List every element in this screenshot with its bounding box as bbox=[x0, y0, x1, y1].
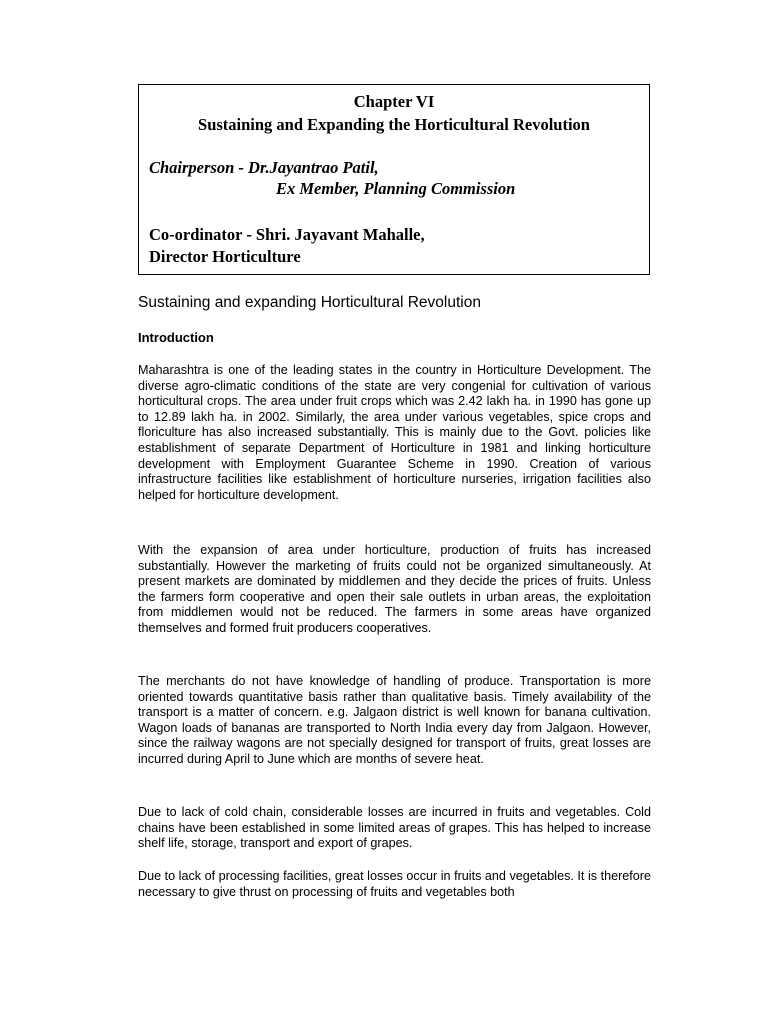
coordinator-role: Director Horticulture bbox=[149, 247, 301, 266]
coordinator-name: Co-ordinator - Shri. Jayavant Mahalle, bbox=[149, 225, 425, 244]
chairperson-role: Ex Member, Planning Commission bbox=[276, 179, 516, 198]
chapter-title: Sustaining and Expanding the Horticultural Revolution bbox=[198, 115, 590, 134]
chapter-header-box bbox=[138, 84, 650, 275]
introduction-heading: Introduction bbox=[138, 330, 214, 345]
paragraph-1: Maharashtra is one of the leading states in the country in Horticulture Development. The diverse agro-climatic conditions of the state are very congenial for cultivation of various horticultural crops. The area under fruit crops which was 2.42 lakh ha. in 1990 has gone up to 12.89 lakh ha. in 2002. Similarly, the area under various vegetables, spice crops and floriculture has also increased substantially. This is mainly due to the Govt. policies like establishment of separate Department of Horticulture in 1981 and linking horticulture development with Employment Guarantee Scheme in 1990. Creation of various infrastructure facilities like establishment of horticulture nurseries, irrigation facilities also helped for horticulture development. bbox=[138, 363, 651, 502]
paragraph-2: With the expansion of area under horticulture, production of fruits has increased substantially. However the marketing of fruits could not be organized simultaneously. At present markets are dominated by middlemen and they decide the prices of fruits. Unless the farmers form cooperative and open their sale outlets in urban areas, the exploitation from middlemen would not be reduced. The farmers in some areas have organized themselves and formed fruit producers cooperatives. bbox=[138, 543, 651, 635]
section-heading: Sustaining and expanding Horticultural Revolution bbox=[138, 294, 481, 311]
paragraph-3: The merchants do not have knowledge of handling of produce. Transportation is more oriented towards quantitative basis rather than qualitative basis. Timely availability of the transport is a matter of concern. e.g. Jalgaon district is well known for banana cultivation. Wagon loads of bananas are transported to North India every day from Jalgaon. However, since the railway wagons are not specially designed for transport of fruits, great losses are incurred during April to June which are months of severe heat. bbox=[138, 674, 651, 766]
chapter-number: Chapter VI bbox=[353, 92, 435, 111]
chairperson-name: Chairperson - Dr.Jayantrao Patil, bbox=[149, 158, 379, 177]
paragraph-5: Due to lack of processing facilities, great losses occur in fruits and vegetables. It is therefore necessary to give thrust on processing of fruits and vegetables both bbox=[138, 869, 651, 899]
paragraph-4: Due to lack of cold chain, considerable losses are incurred in fruits and vegetables. Cold chains have been established in some limited areas of grapes. This has helped to increase shelf life, storage, transport and export of grapes. bbox=[138, 805, 651, 851]
